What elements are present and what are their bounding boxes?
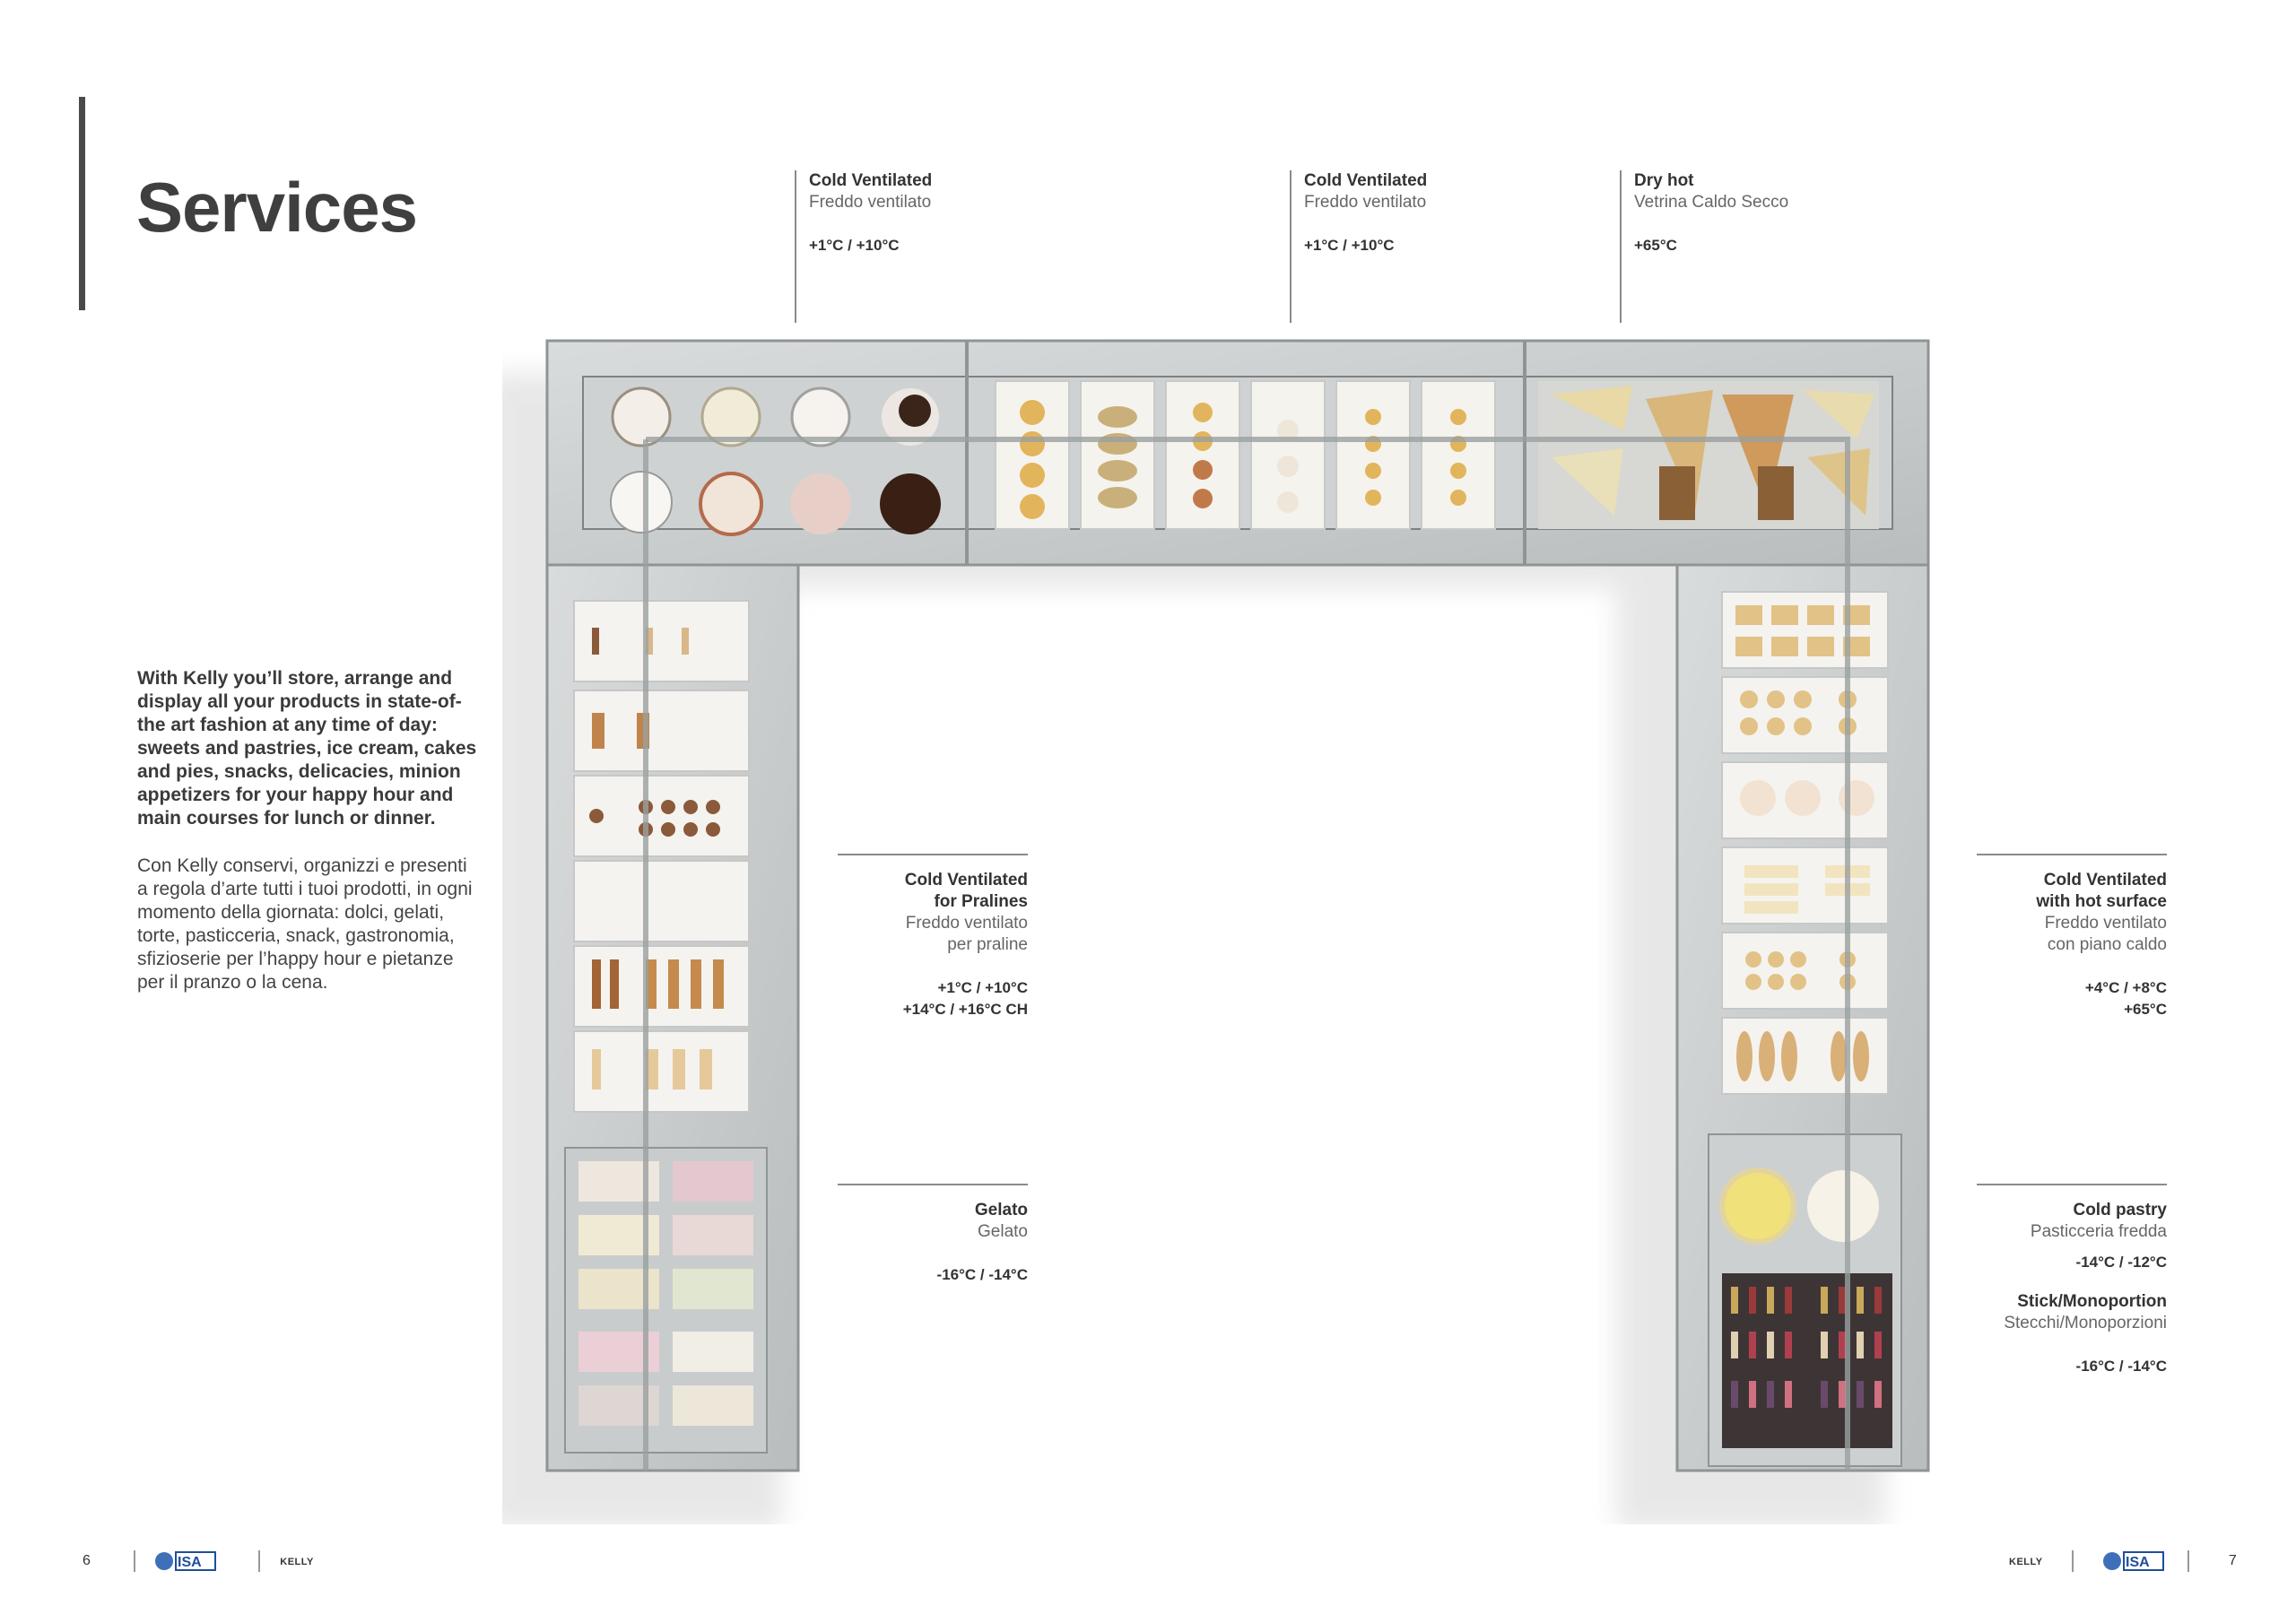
display-case-illustration (502, 332, 1955, 1524)
zone-label-cold-pastry: Cold pastry Pasticceria fredda -14°C / -12°C Stick/Monoportion Stecchi/Monoporzioni -16°C / -14°C (1977, 1184, 2167, 1377)
zone-label-top-1: Cold Ventilated Freddo ventilato +1°C / +10°C (795, 170, 932, 323)
zone-label-gelato: Gelato Gelato -16°C / -14°C (838, 1184, 1028, 1286)
brand-name: KELLY (280, 1556, 314, 1567)
page-number-left: 6 (83, 1552, 91, 1568)
zone-label-top-2: Cold Ventilated Freddo ventilato +1°C / +10°C (1290, 170, 1427, 323)
page-title: Services (136, 168, 417, 247)
zone-label-stick: Stick/Monoportion (2017, 1292, 2167, 1311)
pizza-section (1538, 381, 1879, 529)
footer-left (83, 1549, 314, 1573)
intro-text (137, 667, 478, 1019)
page-number-right: 7 (2228, 1552, 2237, 1568)
gelato-tubs (565, 1148, 767, 1453)
isa-logo (2102, 1549, 2167, 1573)
divider (2187, 1550, 2189, 1572)
zone-label-top-3: Dry hot Vetrina Caldo Secco +65°C (1620, 170, 1788, 323)
brand-name: KELLY (2009, 1556, 2043, 1567)
svg-text:ISA: ISA (2126, 1555, 2150, 1570)
divider (134, 1550, 135, 1572)
accent-bar (79, 97, 85, 310)
intro-italian: Con Kelly conservi, organizzi e presenti a regola d’arte tutti i tuoi prodotti, in ogni momento della giornata: dolci, gelati, torte, pasticceria, snack, gastronomia, sfizioserie per l’happy hour e pietanze per il pranzo o la cena. (137, 855, 473, 993)
divider (258, 1550, 260, 1572)
praline-trays (574, 601, 749, 1112)
divider (2072, 1550, 2074, 1572)
zone-label-pralines: Cold Ventilated for Pralines Freddo ventilato per praline +1°C / +10°C +14°C / +16°C CH (838, 854, 1028, 1020)
svg-text:ISA: ISA (177, 1555, 202, 1570)
intro-english: With Kelly you’ll store, arrange and display all your products in state-of-the art fashion at any time of day: sweets and pastries, ice cream, cakes and pies, snacks, delicacies, minion appetizers for your happy hour and main courses for lunch or dinner. (137, 668, 477, 829)
zone-label-hot-surface: Cold Ventilated with hot surface Freddo ventilato con piano caldo +4°C / +8°C +65°C (1977, 854, 2167, 1020)
isa-logo (154, 1549, 219, 1573)
footer-right (2009, 1549, 2237, 1573)
